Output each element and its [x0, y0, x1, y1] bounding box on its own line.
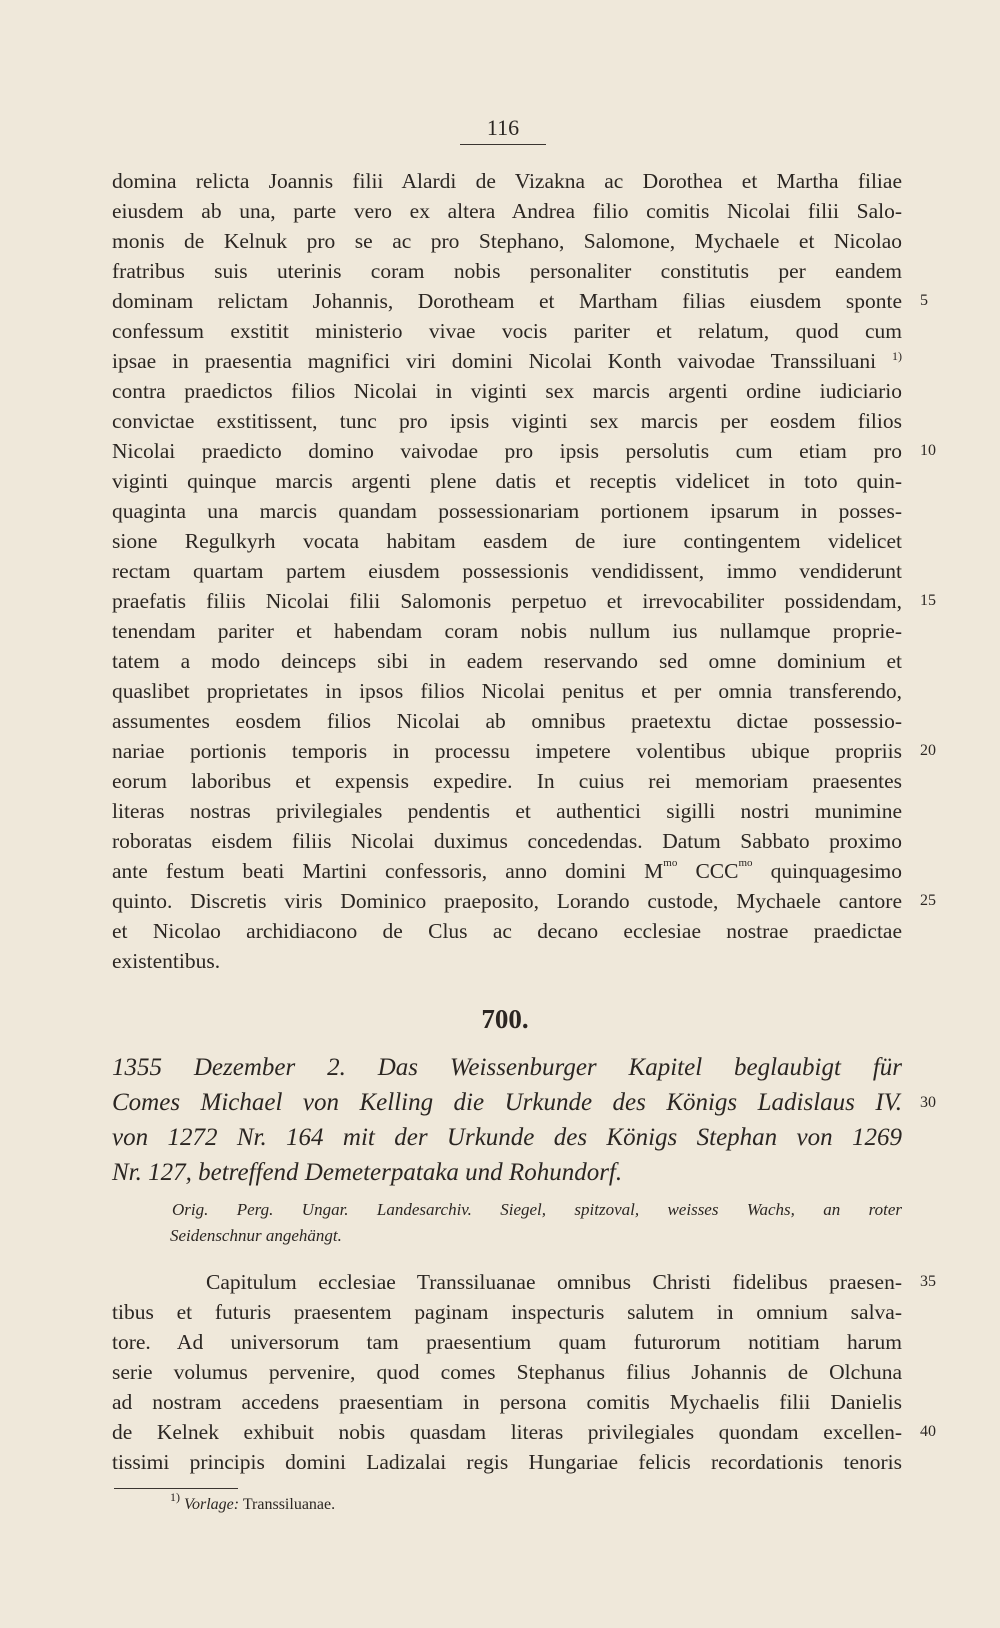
text-line: existentibus.: [112, 949, 221, 973]
text-line-content: ante festum beati Martini confessoris, anno domini: [112, 859, 627, 883]
text-line: quaginta una marcis quandam possessionariam portionem ipsarum in posses-: [112, 499, 902, 523]
date-roman-m: M: [644, 859, 664, 883]
margin-line-number: 5: [920, 292, 928, 309]
heading-line: Nr. 127, betreffend Demeterpataka und Rohundorf.: [112, 1159, 623, 1186]
heading-line: Comes Michael von Kelling die Urkunde des Königs Ladislaus IV.: [112, 1089, 902, 1116]
text-line: tibus et futuris praesentem paginam inspecturis salutem in omnium salva-: [112, 1300, 902, 1324]
text-line: quaslibet proprietates in ipsos filios Nicolai penitus et per omnia transferendo,: [112, 679, 902, 703]
regest-heading: [112, 1050, 902, 1190]
margin-line-number: 40: [920, 1423, 936, 1440]
text-line: tissimi principis domini Ladizalai regis Hungariae felicis recordationis tenoris: [112, 1450, 902, 1474]
heading-line: von 1272 Nr. 164 mit der Urkunde des Königs Stephan von 1269: [112, 1124, 902, 1151]
text-line: ad nostram accedens praesentiam in persona comitis Mychaelis filii Danielis: [112, 1390, 902, 1414]
text-line: roboratas eisdem filiis Nicolai duximus concedendas. Datum Sabbato proximo: [112, 829, 902, 853]
text-line: assumentes eosdem filios Nicolai ab omnibus praetextu dictae possessio-: [112, 709, 902, 733]
source-line: Seidenschnur angehängt.: [170, 1226, 342, 1245]
footnote: [170, 1490, 570, 1516]
text-line: dominam relictam Johannis, Dorotheam et Martham filias eiusdem sponte: [112, 289, 902, 313]
text-line: nariae portionis temporis in processu impetere volentibus ubique propriis: [112, 739, 902, 763]
text-line: quinto. Discretis viris Dominico praeposito, Lorando custode, Mychaele cantore: [112, 889, 902, 913]
margin-line-number: 35: [920, 1273, 936, 1290]
footnote-label: Vorlage:: [184, 1496, 240, 1513]
date-word: quinquagesimo: [770, 859, 903, 883]
body-text: [112, 166, 902, 976]
text-line-with-footnote: [112, 346, 902, 376]
text-line: Capitulum ecclesiae Transsiluanae omnibus Christi fidelibus praesen-: [206, 1270, 902, 1294]
text-line: fratribus suis uterinis coram nobis personaliter constitutis per eandem: [112, 259, 902, 283]
footnote-reference: 1): [892, 349, 903, 363]
date-superscript: mo: [738, 857, 753, 869]
heading-line: 1355 Dezember 2. Das Weissenburger Kapitel beglaubigt für: [112, 1054, 902, 1081]
text-line: et Nicolao archidiacono de Clus ac decano ecclesiae nostrae praedictae: [112, 919, 902, 943]
margin-line-number: 20: [920, 742, 936, 759]
margin-line-number: 10: [920, 442, 936, 459]
margin-line-number: 30: [920, 1094, 936, 1111]
footnote-mark: 1): [170, 1490, 180, 1504]
document-number: 700.: [481, 1004, 529, 1034]
charter-text: [112, 1267, 902, 1477]
source-note: [112, 1197, 902, 1249]
footnote-divider: [114, 1488, 238, 1489]
text-line: eiusdem ab una, parte vero ex altera Andrea filio comitis Nicolai filii Salo-: [112, 199, 902, 223]
text-line-with-date: [112, 856, 902, 886]
page-number: 116: [460, 114, 546, 145]
text-line: de Kelnek exhibuit nobis quasdam literas privilegiales quondam excellen-: [112, 1420, 902, 1444]
text-line: tenendam pariter et habendam coram nobis nullum ius nullamque proprie-: [112, 619, 902, 643]
text-line: eorum laboribus et expensis expedire. In cuius rei memoriam praesentes: [112, 769, 902, 793]
source-line: Orig. Perg. Ungar. Landesarchiv. Siegel, spitzoval, weisses Wachs, an roter: [172, 1200, 902, 1219]
text-line: monis de Kelnuk pro se ac pro Stephano, Salomone, Mychaele et Nicolao: [112, 229, 902, 253]
text-line: viginti quinque marcis argenti plene datis et receptis videlicet in toto quin-: [112, 469, 902, 493]
text-line: convictae exstitissent, tunc pro ipsis viginti sex marcis per eosdem filios: [112, 409, 902, 433]
text-line: Nicolai praedicto domino vaivodae pro ipsis persolutis cum etiam pro: [112, 439, 902, 463]
text-line: tore. Ad universorum tam praesentium quam futurorum notitiam harum: [112, 1330, 902, 1354]
margin-line-number: 15: [920, 592, 936, 609]
text-line: sione Regulkyrh vocata habitam easdem de iure contingentem videlicet: [112, 529, 902, 553]
margin-line-number: 25: [920, 892, 936, 909]
text-line-content: ipsae in praesentia magnifici viri domini Nicolai Konth vaivodae Transsiluani: [112, 349, 877, 373]
footnote-text: Transsiluanae.: [242, 1496, 336, 1513]
text-line: rectam quartam partem eiusdem possessionis vendidissent, immo vendiderunt: [112, 559, 902, 583]
text-line: tatem a modo deinceps sibi in eadem reservando sed omne dominium et: [112, 649, 902, 673]
text-line: serie volumus pervenire, quod comes Stephanus filius Johannis de Olchuna: [112, 1360, 902, 1384]
text-line: literas nostras privilegiales pendentis et authentici sigilli nostri munimine: [112, 799, 902, 823]
date-roman-ccc: CCC: [695, 859, 739, 883]
text-line: praefatis filiis Nicolai filii Salomonis perpetuo et irrevocabiliter possidendam,: [112, 589, 902, 613]
text-line: contra praedictos filios Nicolai in viginti sex marcis argenti ordine iudiciario: [112, 379, 902, 403]
date-superscript: mo: [663, 857, 678, 869]
text-line: domina relicta Joannis filii Alardi de Vizakna ac Dorothea et Martha filiae: [112, 169, 902, 193]
text-line: confessum exstitit ministerio vivae vocis pariter et relatum, quod cum: [112, 319, 902, 343]
